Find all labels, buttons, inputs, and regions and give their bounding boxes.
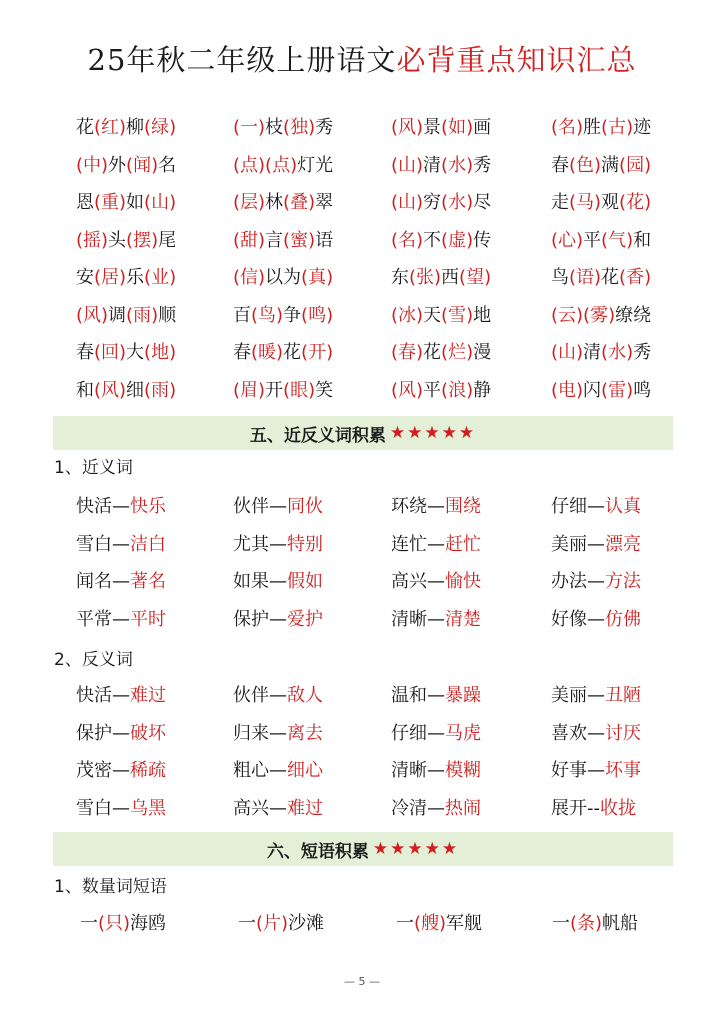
idiom-text: 漫 (473, 342, 492, 363)
idiom-answer: (暖) (251, 342, 284, 363)
word-pair (76, 794, 166, 824)
title-black: 25年秋二年级上册语文 (87, 42, 397, 77)
idiom-answer: (春) (391, 342, 424, 363)
word-given: 如果— (233, 571, 287, 593)
idiom-answer: (冰) (391, 304, 424, 326)
idiom-answer: (名) (551, 117, 584, 138)
word-pair (76, 530, 166, 560)
synonym-row (0, 492, 724, 522)
word-given: 喜欢— (551, 722, 605, 744)
antonym-row (0, 756, 724, 786)
word-pair (391, 719, 481, 749)
word-given: 粗心— (233, 760, 287, 782)
idiom-text: 闪 (583, 379, 602, 401)
idiom-answer: (叠) (283, 192, 316, 213)
word-given: 尤其— (233, 533, 287, 555)
idiom-text: 和 (76, 379, 94, 401)
idiom-answer: (回) (94, 342, 127, 363)
idiom-text: 名 (158, 154, 177, 176)
word-answer: 收拢 (600, 798, 636, 820)
idiom-row (0, 301, 724, 331)
idiom-text: 花 (601, 267, 620, 288)
idiom-text: 景 (423, 117, 442, 138)
idiom-item (76, 263, 176, 293)
phrase-text: 沙滩 (288, 913, 325, 934)
idiom-answer: (语) (569, 267, 602, 288)
word-answer: 漂亮 (605, 533, 641, 555)
idiom-text: 枝 (265, 117, 284, 138)
idiom-text: 缭绕 (615, 304, 652, 326)
idiom-answer: (雨) (126, 304, 159, 326)
antonyms-heading: 2、反义词 (54, 650, 133, 670)
phrase-item (552, 909, 638, 939)
idiom-answer: (鸟) (251, 304, 284, 326)
word-pair (76, 567, 166, 597)
idiom-text: 穷 (423, 192, 442, 213)
idiom-item (233, 263, 333, 293)
word-answer: 认真 (605, 496, 641, 517)
idiom-answer: (摆) (126, 229, 159, 251)
idiom-answer: (摇) (76, 229, 109, 251)
idiom-item (391, 151, 491, 181)
idiom-answer: (绿) (144, 117, 177, 138)
antonym-row (0, 794, 724, 824)
idiom-text: 乐 (126, 267, 145, 288)
idiom-answer: (水) (441, 192, 474, 213)
idiom-text: 东 (391, 267, 409, 288)
idiom-text: 花 (76, 117, 94, 138)
idiom-answer: (张) (409, 267, 442, 288)
phrase-item (80, 909, 166, 939)
idiom-text: 言 (265, 229, 284, 251)
idiom-item (76, 301, 176, 331)
phrase-text: 一 (238, 913, 256, 934)
idiom-row (0, 263, 724, 293)
word-given: 仔细— (391, 722, 445, 744)
word-given: 连忙— (391, 533, 445, 555)
idiom-item (233, 226, 333, 256)
word-answer: 离去 (287, 722, 323, 744)
idiom-item (551, 263, 651, 293)
word-given: 平常— (76, 609, 130, 631)
idiom-text: 平 (423, 379, 442, 401)
idiom-answer: (花) (619, 192, 652, 213)
idiom-answer: (闻) (126, 154, 159, 176)
idiom-text: 如 (126, 192, 145, 213)
word-answer: 洁白 (130, 533, 166, 555)
idiom-text: 秀 (633, 342, 652, 363)
idiom-answer: (水) (601, 342, 634, 363)
phrase-item (396, 909, 482, 939)
idiom-answer: (一) (233, 117, 266, 138)
idiom-text: 以为 (265, 267, 302, 288)
idiom-text: 安 (76, 267, 94, 288)
idiom-text: 和 (633, 229, 652, 251)
idiom-text: 清 (583, 342, 602, 363)
idiom-item (551, 113, 651, 143)
word-pair (233, 605, 323, 635)
idiom-row (0, 188, 724, 218)
word-answer: 暴躁 (445, 685, 481, 706)
idiom-text: 调 (108, 304, 127, 326)
idiom-item (233, 376, 333, 406)
word-answer: 马虎 (445, 722, 481, 744)
idiom-text: 春 (551, 154, 569, 176)
word-answer: 坏事 (605, 760, 641, 782)
word-given: 雪白— (76, 533, 130, 555)
word-pair (391, 794, 481, 824)
measure-word: (条) (570, 913, 603, 934)
word-pair (233, 567, 323, 597)
idiom-answer: (居) (94, 267, 127, 288)
idiom-answer: (水) (441, 154, 474, 176)
idiom-answer: (望) (459, 267, 492, 288)
antonym-row (0, 719, 724, 749)
word-answer: 模糊 (445, 760, 481, 782)
word-answer: 围绕 (445, 496, 481, 517)
idiom-answer: (层) (233, 192, 266, 213)
idiom-text: 秀 (315, 117, 334, 138)
idiom-text: 平 (583, 229, 602, 251)
idiom-text: 灯光 (297, 154, 334, 176)
idiom-item (551, 151, 651, 181)
idiom-text: 尾 (158, 229, 177, 251)
idiom-answer: (重) (94, 192, 127, 213)
word-given: 高兴— (233, 798, 287, 820)
idiom-answer: (雪) (441, 304, 474, 326)
phrase-text: 军舰 (446, 913, 483, 934)
word-answer: 清楚 (445, 609, 481, 631)
idiom-answer: (烂) (441, 342, 474, 363)
idiom-answer: (云)(雾) (551, 304, 616, 326)
word-given: 归来— (233, 722, 287, 744)
idiom-answer: (地) (144, 342, 177, 363)
section-5-title: 五、近反义词积累 (249, 425, 386, 446)
idiom-answer: (风) (391, 117, 424, 138)
word-pair (551, 530, 641, 560)
synonym-row (0, 567, 724, 597)
word-answer: 著名 (130, 571, 166, 593)
idiom-text: 细 (126, 379, 145, 401)
word-answer: 平时 (130, 609, 166, 631)
idiom-item (233, 301, 333, 331)
idiom-answer: (独) (283, 117, 316, 138)
idiom-item (391, 113, 491, 143)
idiom-text: 不 (423, 229, 442, 251)
idiom-item (551, 376, 651, 406)
word-pair (233, 681, 323, 711)
idiom-text: 争 (283, 304, 302, 326)
idiom-text: 传 (473, 229, 492, 251)
idiom-answer: (风) (391, 379, 424, 401)
word-pair (551, 756, 641, 786)
idiom-answer: (电) (551, 379, 584, 401)
idiom-answer: (香) (619, 267, 652, 288)
word-given: 办法— (551, 571, 605, 593)
idiom-answer: (雷) (601, 379, 634, 401)
idiom-answer: (如) (441, 117, 474, 138)
word-answer: 赶忙 (445, 533, 481, 555)
word-given: 快活— (76, 496, 130, 517)
word-answer: 难过 (287, 798, 323, 820)
word-answer: 丑陋 (605, 685, 641, 706)
idiom-text: 头 (108, 229, 127, 251)
idiom-item (391, 338, 491, 368)
idiom-text: 语 (315, 229, 334, 251)
page-title (0, 38, 724, 78)
measure-word: (只) (98, 913, 131, 934)
word-given: 展开-- (551, 798, 600, 820)
idiom-row (0, 338, 724, 368)
idiom-item (233, 338, 333, 368)
idiom-item (391, 263, 491, 293)
idiom-answer: (色) (569, 154, 602, 176)
idiom-row (0, 151, 724, 181)
idiom-text: 西 (441, 267, 460, 288)
idiom-item (76, 226, 176, 256)
word-answer: 敌人 (287, 685, 323, 706)
word-answer: 乌黑 (130, 798, 166, 820)
section-6-stars: ★★★★★ (372, 839, 460, 859)
idiom-answer: (甜) (233, 229, 266, 251)
idiom-row (0, 376, 724, 406)
idiom-item (551, 338, 651, 368)
idiom-item (76, 151, 176, 181)
idiom-item (76, 188, 176, 218)
word-given: 伙伴— (233, 496, 287, 517)
idiom-row (0, 226, 724, 256)
idiom-item (391, 226, 491, 256)
phrases-heading: 1、数量词短语 (54, 877, 167, 897)
word-pair (233, 756, 323, 786)
idiom-answer: (马) (569, 192, 602, 213)
word-pair (551, 681, 641, 711)
word-given: 冷清— (391, 798, 445, 820)
phrase-text: 帆船 (602, 913, 639, 934)
idiom-text: 外 (108, 154, 127, 176)
word-answer: 特别 (287, 533, 323, 555)
word-answer: 难过 (130, 685, 166, 706)
word-answer: 爱护 (287, 609, 323, 631)
word-pair (76, 681, 166, 711)
idiom-item (551, 301, 651, 331)
idiom-item (551, 188, 651, 218)
word-given: 伙伴— (233, 685, 287, 706)
word-pair (76, 719, 166, 749)
idiom-text: 地 (473, 304, 492, 326)
idiom-item (233, 188, 333, 218)
idiom-item (76, 338, 176, 368)
synonym-row (0, 605, 724, 635)
idiom-row (0, 113, 724, 143)
page-number: — 5 — (344, 975, 380, 988)
word-pair (233, 719, 323, 749)
idiom-text: 秀 (473, 154, 492, 176)
section-5-banner (53, 416, 673, 450)
idiom-answer: (虚) (441, 229, 474, 251)
antonym-row (0, 681, 724, 711)
idiom-item (391, 376, 491, 406)
idiom-answer: (山) (391, 154, 424, 176)
word-given: 雪白— (76, 798, 130, 820)
idiom-item (76, 376, 176, 406)
title-red: 必背重点知识汇总 (396, 42, 637, 77)
phrase-item (238, 909, 324, 939)
section-6-title: 六、短语积累 (266, 841, 369, 862)
word-answer: 细心 (287, 760, 323, 782)
word-given: 清晰— (391, 760, 445, 782)
word-pair (551, 567, 641, 597)
idiom-text: 鸣 (633, 379, 652, 401)
idiom-answer: (眼) (283, 379, 316, 401)
word-answer: 快乐 (130, 496, 166, 517)
word-given: 温和— (391, 685, 445, 706)
idiom-answer: (山) (144, 192, 177, 213)
idiom-item (391, 301, 491, 331)
word-given: 茂密— (76, 760, 130, 782)
idiom-answer: (开) (301, 342, 334, 363)
phrase-text: 一 (80, 913, 98, 934)
idiom-answer: (眉) (233, 379, 266, 401)
idiom-text: 柳 (126, 117, 145, 138)
idiom-text: 胜 (583, 117, 602, 138)
word-pair (551, 492, 641, 522)
word-pair (391, 605, 481, 635)
idiom-item (233, 113, 333, 143)
idiom-answer: (风) (76, 304, 109, 326)
idiom-answer: (山) (551, 342, 584, 363)
measure-word: (片) (256, 913, 289, 934)
idiom-answer: (浪) (441, 379, 474, 401)
word-given: 高兴— (391, 571, 445, 593)
word-given: 好像— (551, 609, 605, 631)
word-answer: 破坏 (130, 722, 166, 744)
idiom-text: 花 (423, 342, 442, 363)
word-given: 好事— (551, 760, 605, 782)
phrase-text: 一 (396, 913, 414, 934)
word-pair (391, 567, 481, 597)
idiom-text: 清 (423, 154, 442, 176)
idiom-answer: (心) (551, 229, 584, 251)
idiom-item (391, 188, 491, 218)
idiom-text: 花 (283, 342, 302, 363)
word-answer: 愉快 (445, 571, 481, 593)
idiom-text: 天 (423, 304, 442, 326)
idiom-item (76, 113, 176, 143)
idiom-answer: (雨) (144, 379, 177, 401)
idiom-answer: (园) (619, 154, 652, 176)
word-pair (76, 492, 166, 522)
phrase-row (0, 909, 724, 939)
word-answer: 同伙 (287, 496, 323, 517)
word-pair (76, 605, 166, 635)
section-5-stars: ★★★★★ (389, 423, 477, 443)
idiom-answer: (信) (233, 267, 266, 288)
word-answer: 假如 (287, 571, 323, 593)
synonym-row (0, 530, 724, 560)
idiom-text: 顺 (158, 304, 177, 326)
word-pair (233, 530, 323, 560)
idiom-answer: (名) (391, 229, 424, 251)
word-pair (551, 719, 641, 749)
idiom-text: 鸟 (551, 267, 569, 288)
idiom-text: 观 (601, 192, 620, 213)
idiom-item (551, 226, 651, 256)
idiom-answer: (业) (144, 267, 177, 288)
idiom-answer: (点)(点) (233, 154, 298, 176)
section-6-banner (53, 832, 673, 866)
word-given: 清晰— (391, 609, 445, 631)
idiom-item (233, 151, 333, 181)
idiom-answer: (风) (94, 379, 127, 401)
idiom-text: 笑 (315, 379, 334, 401)
word-given: 快活— (76, 685, 130, 706)
word-given: 保护— (76, 722, 130, 744)
idiom-answer: (蜜) (283, 229, 316, 251)
word-pair (551, 794, 636, 824)
idiom-text: 百 (233, 304, 251, 326)
word-pair (391, 492, 481, 522)
phrase-text: 海鸥 (130, 913, 167, 934)
idiom-answer: (古) (601, 117, 634, 138)
measure-word: (艘) (414, 913, 447, 934)
idiom-answer: (真) (301, 267, 334, 288)
phrase-text: 一 (552, 913, 570, 934)
word-given: 仔细— (551, 496, 605, 517)
idiom-answer: (红) (94, 117, 127, 138)
synonyms-heading: 1、近义词 (54, 458, 133, 478)
word-given: 美丽— (551, 685, 605, 706)
word-answer: 稀疏 (130, 760, 166, 782)
word-pair (233, 794, 323, 824)
idiom-text: 恩 (76, 192, 94, 213)
word-answer: 讨厌 (605, 722, 641, 744)
word-answer: 方法 (605, 571, 641, 593)
idiom-text: 大 (126, 342, 145, 363)
word-pair (391, 756, 481, 786)
word-pair (233, 492, 323, 522)
word-pair (391, 681, 481, 711)
word-answer: 仿佛 (605, 609, 641, 631)
idiom-text: 春 (233, 342, 251, 363)
word-given: 美丽— (551, 533, 605, 555)
word-pair (551, 605, 641, 635)
idiom-text: 走 (551, 192, 569, 213)
idiom-text: 尽 (473, 192, 492, 213)
idiom-text: 开 (265, 379, 284, 401)
idiom-text: 静 (473, 379, 492, 401)
idiom-text: 翠 (315, 192, 334, 213)
word-given: 闻名— (76, 571, 130, 593)
idiom-text: 春 (76, 342, 94, 363)
word-answer: 热闹 (445, 798, 481, 820)
idiom-answer: (气) (601, 229, 634, 251)
idiom-text: 林 (265, 192, 284, 213)
word-pair (76, 756, 166, 786)
idiom-text: 画 (473, 117, 492, 138)
idiom-answer: (鸣) (301, 304, 334, 326)
idiom-answer: (中) (76, 154, 109, 176)
idiom-answer: (山) (391, 192, 424, 213)
idiom-text: 满 (601, 154, 620, 176)
word-given: 环绕— (391, 496, 445, 517)
word-pair (391, 530, 481, 560)
idiom-text: 迹 (633, 117, 652, 138)
word-given: 保护— (233, 609, 287, 631)
